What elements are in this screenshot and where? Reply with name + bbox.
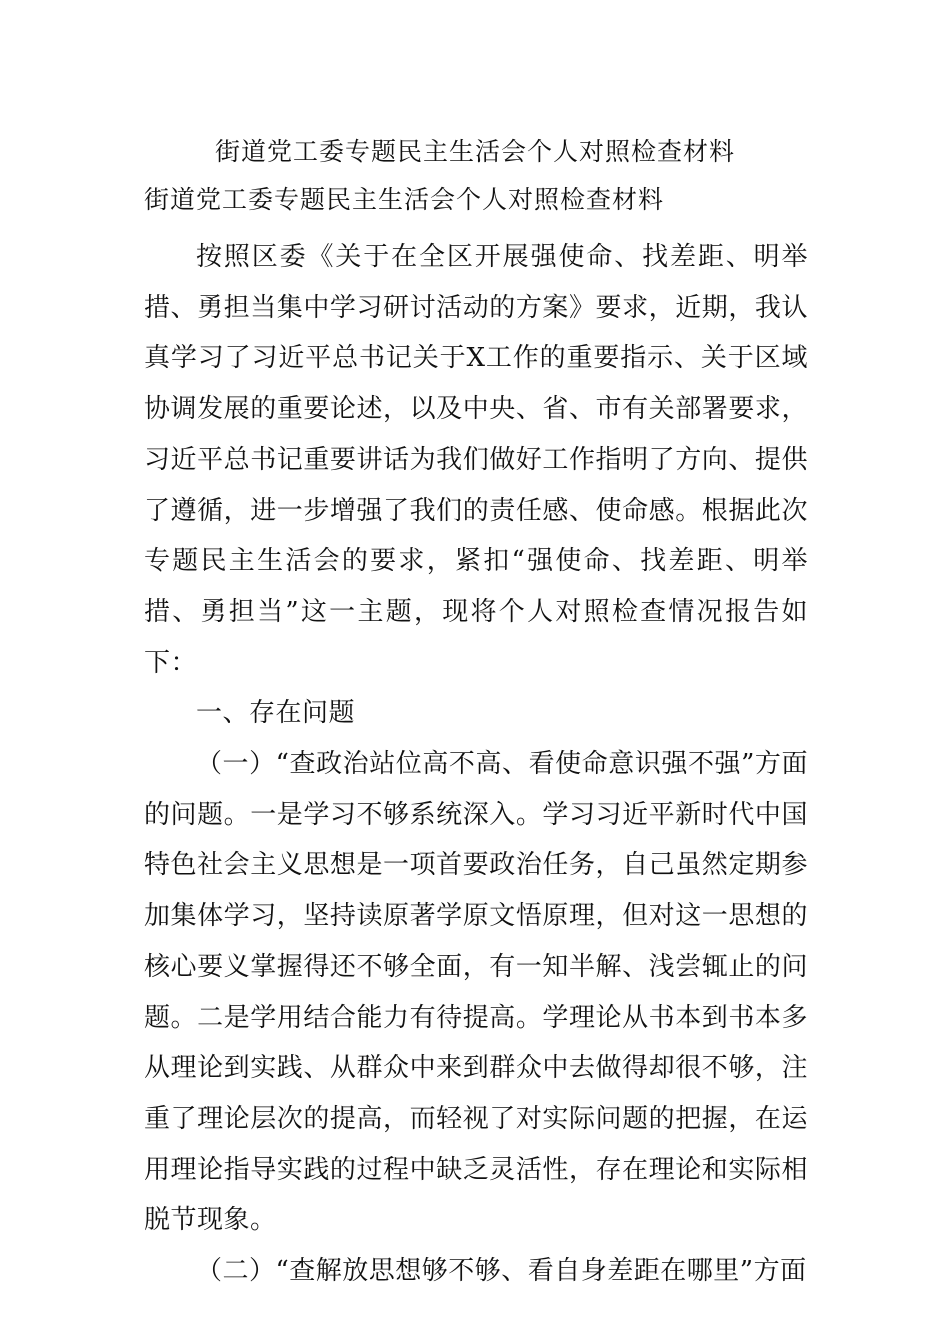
intro-paragraph: 按照区委《关于在全区开展强使命、找差距、明举措、勇担当集中学习研讨活动的方案》要求，近期，我认真学习了习近平总书记关于X工作的重要指示、关于区域协调发展的重要论述，以及中央、省、市有关部署要求，习近平总书记重要讲话为我们做好工作指明了方向、提供了遵循，进一步增强了我们的责任感、使命感。根据此次专题民主生活会的要求，紧扣“强使命、找差距、明举措、勇担当”这一主题，现将个人对照检查情况报告如下： [144,242,808,678]
issue-two-paragraph: （二）“查解放思想够不够、看自身差距在哪里”方面 [196,1256,807,1287]
document-title: 街道党工委专题民主生活会个人对照检查材料 [214,137,735,166]
document-body [144,232,808,1297]
issue-one-paragraph: （一）“查政治站位高不高、看使命意识强不强”方面的问题。一是学习不够系统深入。学习习近平新时代中国特色社会主义思想是一项首要政治任务，自己虽然定期参加集体学习，坚持读原著学原文悟原理，但对这一思想的核心要义掌握得还不够全面，有一知半解、浅尝辄止的问题。二是学用结合能力有待提高。学理论从书本到书本多从理论到实践、从群众中来到群众中去做得却很不够，注重了理论层次的提高，而轻视了对实际问题的把握，在运用理论指导实践的过程中缺乏灵活性，存在理论和实际相脱节现象。 [144,749,808,1236]
document-subtitle: 街道党工委专题民主生活会个人对照检查材料 [144,185,665,214]
section-heading: 一、存在问题 [196,698,356,729]
